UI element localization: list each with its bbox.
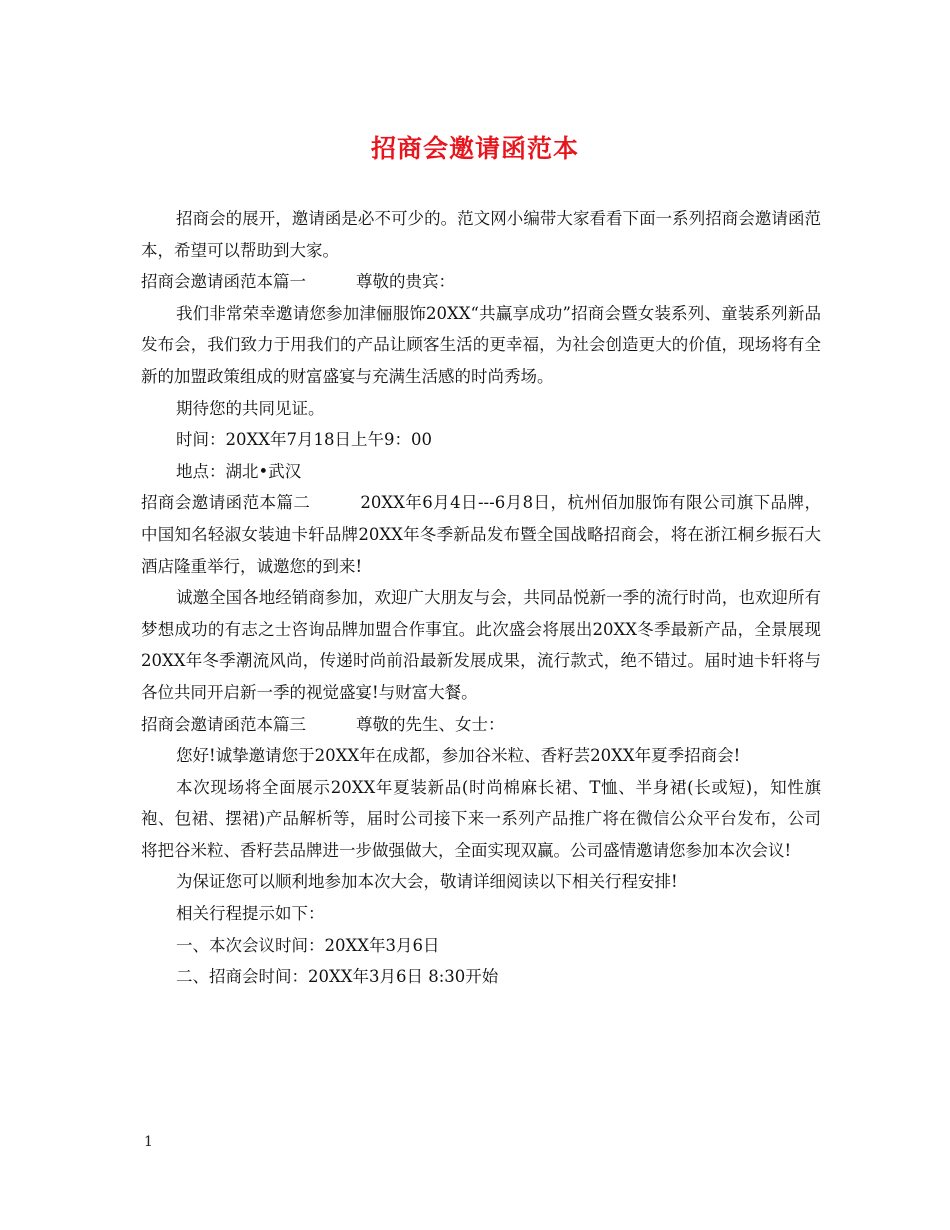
section-2-paragraph-1: 诚邀全国各地经销商参加，欢迎广大朋友与会，共同品悦新一季的流行时尚，也欢迎所有梦想成功的有志之士咨询品牌加盟合作事宜。此次盛会将展出20XX冬季最新产品，全景展现20XX年冬季潮流风尚，传递时尚前沿最新发展成果，流行款式，绝不错过。届时迪卡轩将与各位共同开启新一季的视觉盛宴!与财富大餐。: [141, 588, 821, 702]
section-3-paragraph-4: 相关行程提示如下：: [176, 904, 325, 924]
section-2-heading: 招商会邀请函范本篇二: [141, 493, 311, 513]
section-3-schedule-2: 二、招商会时间：20XX年3月6日 8:30开始: [176, 967, 499, 987]
section-1-heading: 招商会邀请函范本篇一: [141, 272, 306, 292]
intro-paragraph: 招商会的展开，邀请函是必不可少的。范文网小编带大家看看下面一系列招商会邀请函范本，希望可以帮助到大家。: [141, 209, 821, 260]
section-2-lead: 20XX年6月4日---6月8日，杭州佰加服饰有限公司旗下品牌，中国知名轻淑女装迪卡轩品牌20XX年冬季新品发布暨全国战略招商会，将在浙江桐乡振石大酒店隆重举行，诚邀您的到来!: [141, 493, 821, 576]
section-1-time: 时间：20XX年7月18日上午9：00: [176, 430, 432, 450]
section-3-lead: 尊敬的先生、女士：: [356, 714, 505, 734]
section-3-paragraph-3: 为保证您可以顺利地参加本次大会，敬请详细阅读以下相关行程安排!: [176, 872, 678, 892]
page-number: 1: [144, 1134, 153, 1150]
document-title: 招商会邀请函范本: [370, 134, 579, 163]
section-1-paragraph-1: 我们非常荣幸邀请您参加津俪服饰20XX“共赢享成功”招商会暨女装系列、童装系列新品发布会，我们致力于用我们的产品让顾客生活的更幸福，为社会创造更大的价值，现场将有全新的加盟政策组成的财富盛宴与充满生活感的时尚秀场。: [141, 303, 821, 386]
document-body: [141, 203, 821, 993]
section-3-paragraph-1: 您好!诚挚邀请您于20XX年在成都，参加谷米粒、香籽芸20XX年夏季招商会!: [176, 746, 741, 766]
section-2-heading-line: [141, 487, 821, 582]
section-3-paragraph-2: 本次现场将全面展示20XX年夏装新品(时尚棉麻长裙、T恤、半身裙(长或短)，知性旗袍、包裙、摆裙)产品解析等，届时公司接下来一系列产品推广将在微信公众平台发布，公司将把谷米粒、香籽芸品牌进一步做强做大，全面实现双赢。公司盛情邀请您参加本次会议!: [141, 777, 821, 860]
section-3-heading: 招商会邀请函范本篇三: [141, 714, 306, 734]
section-3-schedule-1: 一、本次会议时间：20XX年3月6日: [176, 935, 440, 955]
section-1-paragraph-2: 期待您的共同见证。: [176, 398, 325, 418]
section-3-heading-line: [141, 709, 821, 741]
section-1-location: 地点：湖北•武汉: [176, 461, 302, 481]
section-1-heading-line: [141, 266, 821, 298]
section-1-lead: 尊敬的贵宾：: [356, 272, 455, 292]
